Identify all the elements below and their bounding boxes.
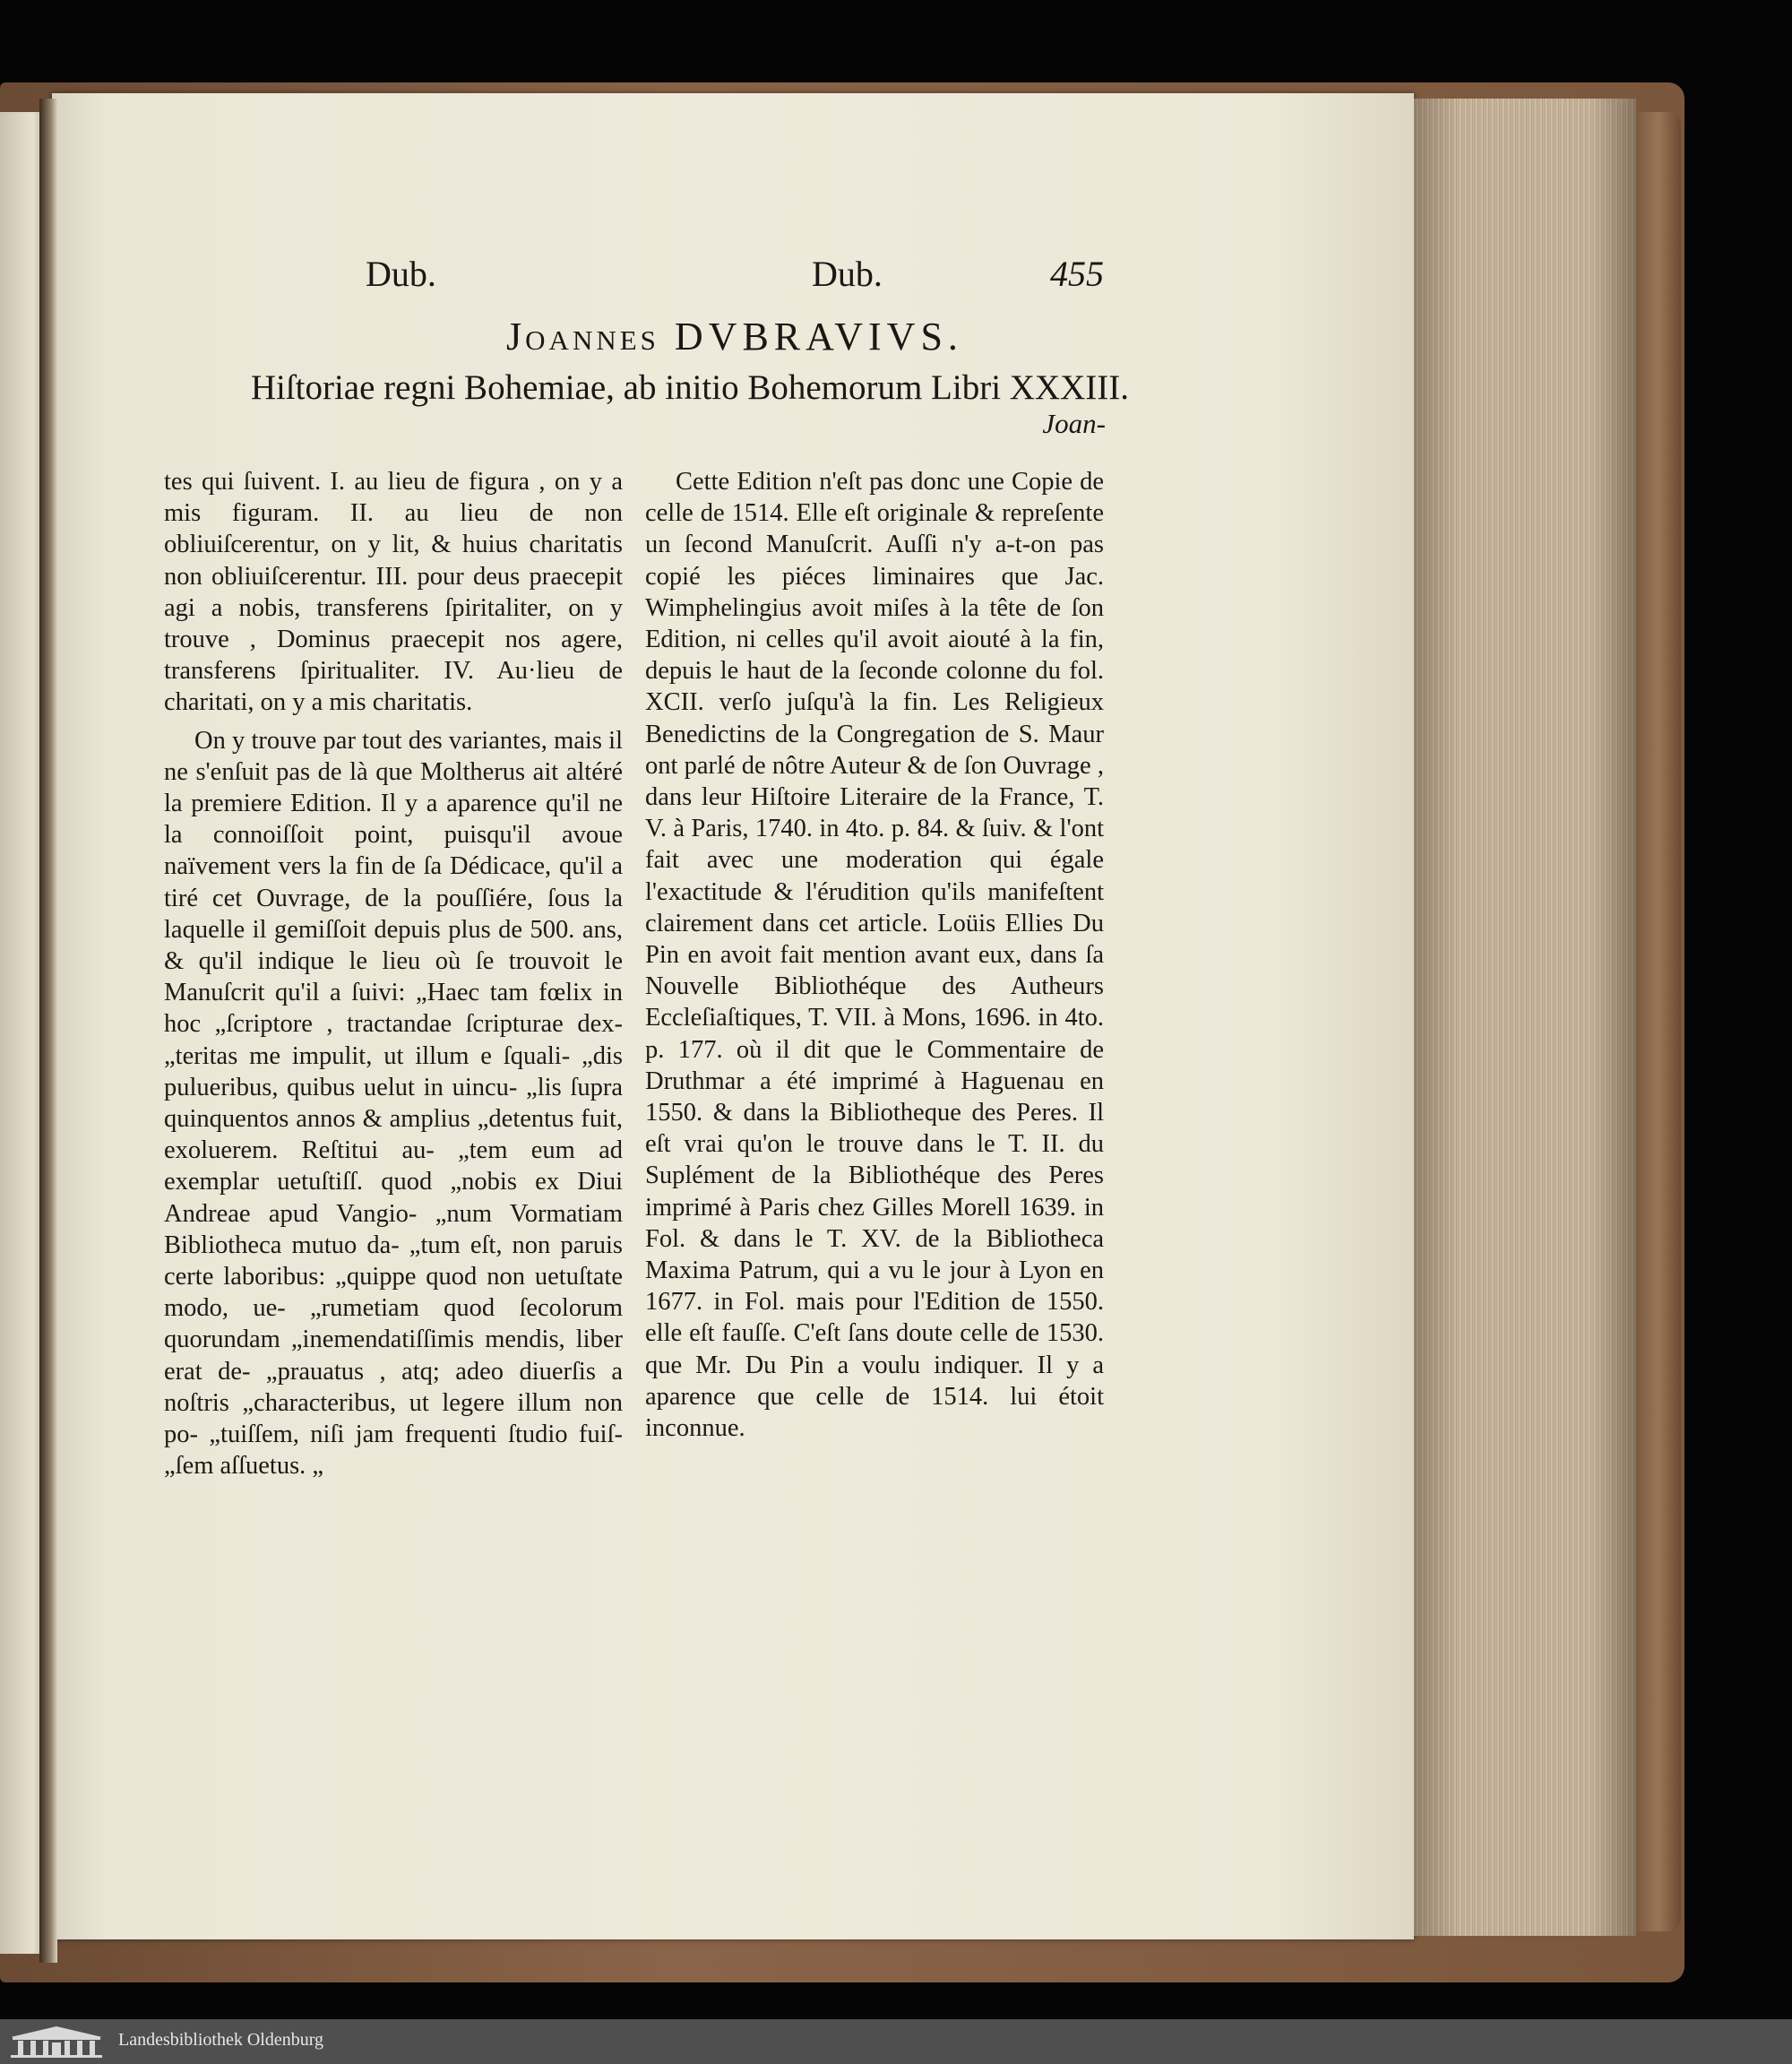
cover-edge-right <box>1636 112 1681 1931</box>
left-paragraph-2: On y trouve par tout des variantes, mais il ne s'enſuit pas de là que Moltherus ait altéré la premiere Edition. Il y a aparence qu'il ne la connoiſſoit point, puisqu'il avoue naïvement vers la fin de ſa Dédicace, qu'il a tiré cet Ouvrage, de la pouſſiére, ſous la laquelle il gemiſſoit depuis plus de 500. ans, & qu'il indique le lieu où ſe trouvoit le Manuſcrit qu'il a ſuivi: „Haec tam fœlix in hoc „ſcriptore , tractandae ſcripturae dex- „teritas me impulit, ut illum e ſquali- „dis pulueribus, quibus uelut in uincu- „lis ſupra quinquentos annos & amplius „detentus fuit, exoluerem. Reſtitui au- „tem eum ad exemplar uetuſtiſſ. quod „nobis ex Diui Andreae apud Vangio- „num Vormatiam Bibliotheca mutuo da- „tum eſt, non paruis certe laboribus: „quippe quod non uetuſtate modo, ue- „rumetiam quod ſecolorum quorundam „inemendatiſſimis mendis, liber erat de- „prauatus , atq; adeo diuerſis a noſtris „characteribus, ut legere illum non po- „tuiſſem, niſi jam frequenti ſtudio fuiſ- „ſem aſſuetus. „ <box>164 726 623 1481</box>
work-title: Hiſtoriae regni Bohemiae, ab initio Bohemorum Libri XXXIII. <box>250 368 1129 407</box>
catchword: Joan- <box>1042 408 1106 439</box>
author-last-name: DVBRAVIVS. <box>674 315 963 358</box>
left-paragraph-1: tes qui ſuivent. I. au lieu de figura , on y a mis figuram. II. au lieu de non obliuiſcerentur, on y lit, & huius charitatis non obliuiſcerentur. III. pour deus praecepit agi a nobis, transferens ſpiritaliter, on y trouve , Dominus praecepit nos agere, transferens ſpiritualiter. IV. Au·lieu de charitati, on y a mis charitatis. <box>164 468 623 717</box>
author-first-name: Joannes <box>506 315 659 358</box>
page-edges-shade <box>1414 99 1636 1936</box>
running-head-left: Dub. <box>366 254 436 294</box>
author-heading <box>54 314 1416 359</box>
right-paragraph-1: Cette Edition n'eſt pas donc une Copie de celle de 1514. Elle eſt originale & repreſente un ſecond Manuſcrit. Auſſi n'y a-t-on pas copié les piéces liminaires que Jac. Wimphelingius avoit miſes à la tête de ſon Edition, ni celles qu'il avoit aiouté à la fin, depuis le haut de la ſeconde colonne du fol. XCII. verſo juſqu'à la fin. Les Religieux Benedictins de la Congregation de S. Maur ont parlé de nôtre Auteur & de ſon Ouvrage , dans leur Hiſtoire Literaire de la France, T. V. à Paris, 1740. in 4to. p. 84. & ſuiv. & l'ont fait avec une moderation qui égale l'exactitude & l'érudition qu'ils manifeſtent clairement dans cet article. Loüis Ellies Du Pin en avoit fait mention avant eux, dans ſa Nouvelle Bibliothéque des Autheurs Eccleſiaſtiques, T. VII. à Mons, 1696. in 4to. p. 177. où il dit que le Commentaire de Druthmar a été imprimé à Haguenau en 1550. & dans la Bibliotheque des Peres. Il eſt vrai qu'on le trouve dans le T. II. du Suplément de la Bibliothéque des Peres imprimé à Paris chez Gilles Morell 1639. in Fol. & dans le T. XV. de la Bibliotheca Maxima Patrum, qui a vu le jour à Lyon en 1677. in Fol. mais pour l'Edition de 1550. elle eſt fauſſe. C'eſt ſans doute celle de 1530. que Mr. Du Pin a voulu indiquer. Il y a aparence que celle de 1514. lui étoit inconnue. <box>645 468 1104 1443</box>
footer-bar <box>0 2019 1792 2064</box>
right-column <box>645 466 1104 1450</box>
running-head-center: Dub. <box>812 254 883 294</box>
footer-institution: Landesbibliothek Oldenburg <box>118 2030 324 2050</box>
left-column <box>164 466 623 1489</box>
gutter <box>39 99 57 1963</box>
page-number: 455 <box>1050 254 1104 294</box>
library-building-icon <box>7 2025 106 2059</box>
